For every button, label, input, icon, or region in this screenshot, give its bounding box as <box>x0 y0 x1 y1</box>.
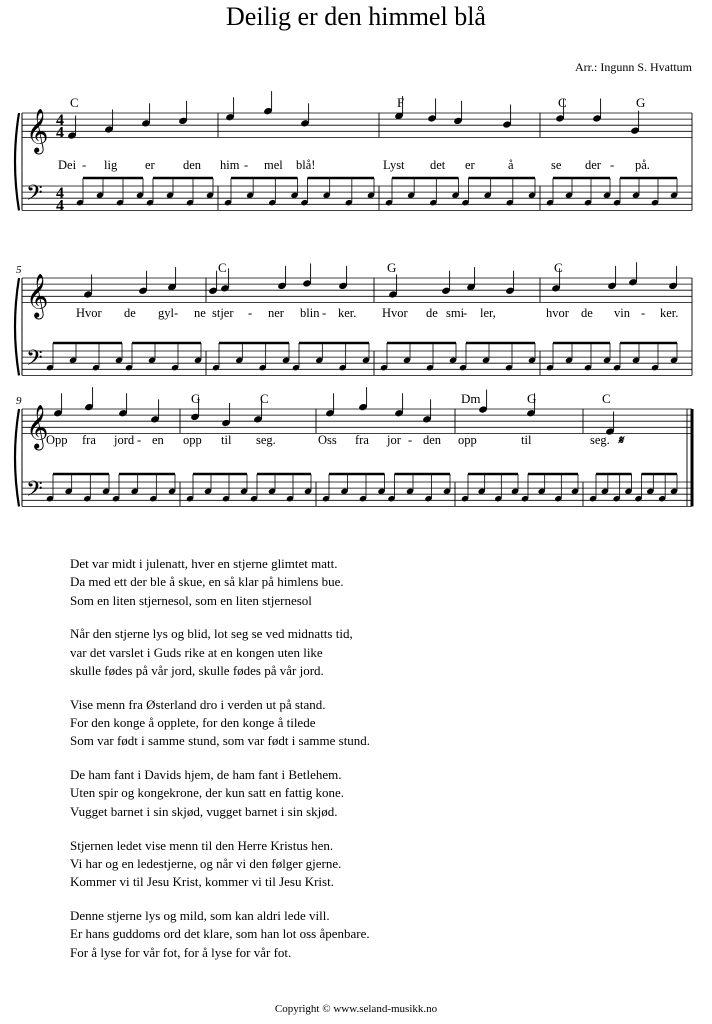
bass-clef: 𝄢 <box>26 477 43 508</box>
lyric-syllable: de <box>581 306 593 320</box>
lyric-syllable: en <box>152 433 164 447</box>
segno-icon: 𝄋 <box>618 433 624 447</box>
lyric-syllable: seg. <box>256 433 276 447</box>
lyric-syllable: opp <box>183 433 202 447</box>
chord-symbol: G <box>387 260 397 275</box>
lyric-syllable: vin <box>614 306 630 320</box>
verse-line: Da med ett der ble å skue, en så klar på himlens bue. <box>70 574 344 590</box>
lyric-syllable: Opp <box>46 433 68 447</box>
lyric-syllable: - <box>244 158 249 172</box>
chord-symbol: G <box>191 391 201 406</box>
verse-stanza <box>70 907 630 962</box>
arranger-credit: Arr.: Ingunn S. Hvattum <box>575 60 692 74</box>
lyric-syllable: er <box>465 158 475 172</box>
verse-line: For den konge å opplete, for den konge å tilede <box>70 715 316 731</box>
verse-line: For å lyse for vår fot, for å lyse for vår fot. <box>70 944 292 960</box>
treble-clef: 𝄞 <box>26 273 49 318</box>
verse-stanza <box>70 837 630 892</box>
brace <box>15 409 19 506</box>
verse-text <box>70 555 630 977</box>
lyric-syllable: er <box>145 158 155 172</box>
chord-symbol: C <box>602 391 611 406</box>
lyric-syllable: - <box>174 306 179 320</box>
verse-line: Når den stjerne lys og blid, lot seg se ved midnatts tid, <box>70 626 353 642</box>
lyric-syllable: - <box>82 158 87 172</box>
lyric-syllable: lig <box>104 158 118 172</box>
time-signature-bottom: 4 <box>56 124 64 142</box>
lyric-syllable: mel <box>264 158 283 172</box>
brace <box>15 278 19 375</box>
lyric-syllable: den <box>183 158 202 172</box>
lyric-syllable: ker. <box>338 306 357 320</box>
lyric-syllable: den <box>423 433 442 447</box>
lyric-syllable: på. <box>635 158 650 172</box>
verse-line: Stjernen ledet vise menn til den Herre Kristus hen. <box>70 837 334 853</box>
lyric-syllable: jor <box>387 433 401 447</box>
lyric-syllable: de <box>426 306 438 320</box>
lyric-syllable: ler, <box>480 306 496 320</box>
lyric-syllable: jord <box>114 433 135 447</box>
verse-stanza <box>70 625 630 680</box>
lyric-syllable: Hvor <box>76 306 102 320</box>
treble-clef: 𝄞 <box>26 108 49 153</box>
verse-line: skulle fødes på vår jord, skulle fødes på vår jord. <box>70 662 324 678</box>
verse-line: Som en liten stjernesol, som en liten stjernesol <box>70 592 312 608</box>
lyric-syllable: smi <box>446 306 465 320</box>
copyright-notice: Copyright © www.seland-musikk.no <box>274 1003 438 1015</box>
measure-number: 5 <box>16 264 22 276</box>
lyric-syllable: fra <box>355 433 369 447</box>
chord-symbol: G <box>527 391 537 406</box>
lyric-syllable: se <box>551 158 562 172</box>
chord-symbol: C <box>260 391 269 406</box>
lyric-syllable: der <box>585 158 601 172</box>
brace <box>15 113 19 210</box>
lyric-syllable: Lyst <box>383 158 405 172</box>
verse-stanza <box>70 766 630 821</box>
lyric-syllable: hvor <box>546 306 569 320</box>
chord-symbol: Dm <box>461 391 481 406</box>
lyric-syllable: - <box>322 306 327 320</box>
lyric-syllable: å <box>508 158 514 172</box>
verse-line: Som var født i samme stund, som var født i samme stund. <box>70 733 371 749</box>
lyric-syllable: til <box>521 433 532 447</box>
lyric-syllable: ker. <box>660 306 679 320</box>
verse-stanza <box>70 555 630 610</box>
lyric-syllable: gyl <box>158 306 174 320</box>
lyric-syllable: ne <box>194 306 206 320</box>
lyric-syllable: seg. <box>590 433 610 447</box>
verse-line: Kommer vi til Jesu Krist, kommer vi til Jesu Krist. <box>70 874 334 890</box>
lyric-syllable: det <box>430 158 446 172</box>
lyric-syllable: - <box>248 306 253 320</box>
lyric-syllable: - <box>610 158 615 172</box>
verse-line: Vi har og en ledestjerne, og når vi den følger gjerne. <box>70 855 342 871</box>
verse-line: Det var midt i julenatt, hver en stjerne glimtet matt. <box>70 556 338 571</box>
treble-clef: 𝄞 <box>26 404 49 449</box>
verse-line: Denne stjerne lys og mild, som kan aldri lede vill. <box>70 907 330 923</box>
lyric-syllable: - <box>641 306 646 320</box>
lyric-syllable: Dei <box>58 158 77 172</box>
lyric-syllable: Oss <box>318 433 337 447</box>
verse-line: var det varslet i Guds rike at en kongen uten like <box>70 644 323 660</box>
verse-line: Er hans guddoms ord det klare, som han lot oss åpenbare. <box>70 926 370 942</box>
lyric-syllable: til <box>221 433 232 447</box>
lyric-syllable: - <box>137 433 142 447</box>
song-title: Deilig er den himmel blå <box>226 2 486 31</box>
lyric-syllable: - <box>463 306 468 320</box>
lyric-syllable: Hvor <box>382 306 408 320</box>
chord-symbol: C <box>70 95 79 110</box>
verse-line: Vugget barnet i sin skjød, vugget barnet i sin skjød. <box>70 803 338 819</box>
lyric-syllable: ner <box>268 306 284 320</box>
measure-number: 9 <box>16 395 22 407</box>
lyric-syllable: - <box>408 433 413 447</box>
chord-symbol: G <box>636 95 646 110</box>
lyric-syllable: fra <box>82 433 96 447</box>
time-signature-top: 4 <box>56 112 64 130</box>
lyric-syllable: him <box>220 158 240 172</box>
lyric-syllable: blå! <box>296 158 316 172</box>
bass-clef: 𝄢 <box>26 346 43 377</box>
lyric-syllable: opp <box>458 433 477 447</box>
verse-line: De ham fant i Davids hjem, de ham fant i Betlehem. <box>70 767 342 783</box>
lyric-syllable: stjer <box>212 306 234 320</box>
chord-symbol: C <box>554 260 563 275</box>
verse-line: Uten spir og kongekrone, der kun satt en fattig kone. <box>70 785 345 801</box>
time-signature-bottom: 4 <box>56 197 64 215</box>
verse-stanza <box>70 696 630 751</box>
verse-line: Vise menn fra Østerland dro i verden ut på stand. <box>70 696 326 712</box>
chord-symbol: F <box>397 95 405 110</box>
chord-symbol: C <box>218 260 227 275</box>
time-signature-top: 4 <box>56 185 64 203</box>
bass-clef: 𝄢 <box>26 181 43 212</box>
chord-symbol: C <box>558 95 567 110</box>
lyric-syllable: de <box>124 306 136 320</box>
lyric-syllable: blin <box>300 306 320 320</box>
